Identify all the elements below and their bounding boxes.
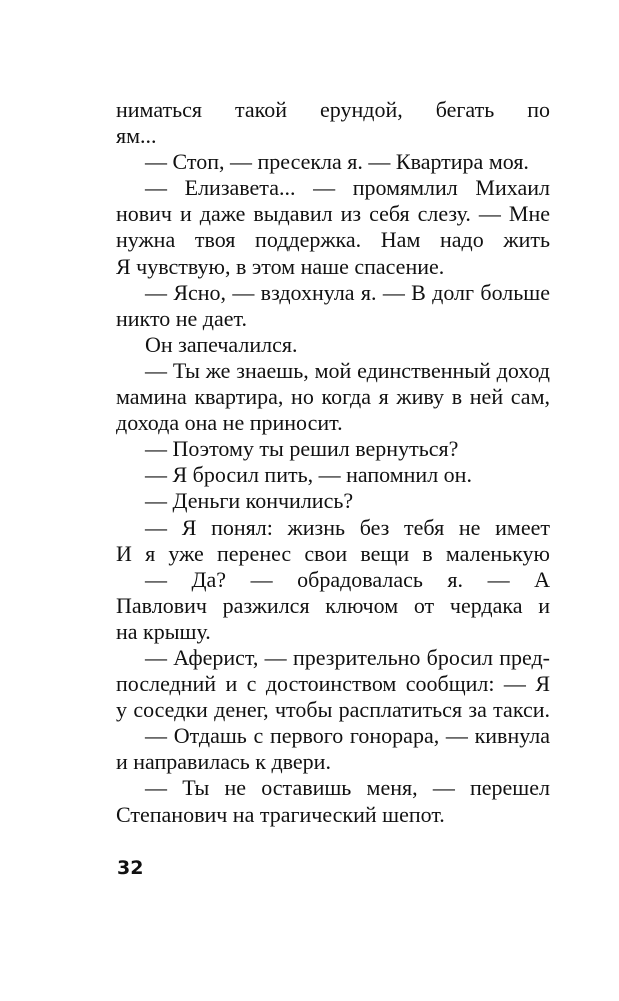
text-line: ниматься такой ерундой, бегать по [116, 97, 550, 122]
body-text [116, 97, 550, 828]
text-line: Он запечалился. [145, 331, 298, 357]
text-line: и направилась к двери. [116, 749, 331, 775]
text-line: ям... [116, 123, 157, 149]
text-line: — Деньги кончились? [145, 488, 354, 514]
text-line: Степанович на трагический шепот. [116, 801, 445, 827]
text-line: — Ясно, — вздохнула я. — В долг больше [145, 279, 550, 305]
text-line: мамина квартира, но когда я живу в ней сам, [116, 384, 550, 410]
text-line: у соседки денег, чтобы расплатиться за такси. [116, 697, 550, 723]
text-line: — Отдашь с первого гонорара, — кивнула [145, 723, 550, 749]
text-line: — Ты не оставишь меня, — перешел [145, 775, 550, 801]
text-line: — Да? — обрадовалась я. — А [145, 566, 550, 592]
text-line: никто не дает. [116, 305, 247, 331]
text-line: — Ты же знаешь, мой единственный доход [145, 357, 550, 383]
text-line: Я чувствую, в этом наше спасение. [116, 253, 445, 279]
text-line: Павлович разжился ключом от чердака и [116, 592, 550, 618]
text-line: нович и даже выдавил из себя слезу. — Мне [116, 201, 550, 227]
text-line: И я уже перенес свои вещи в маленькую [116, 540, 550, 566]
text-line: — Елизавета... — промямлил Михаил [145, 175, 550, 201]
text-line: — Я бросил пить, — напомнил он. [145, 462, 472, 488]
page-number: 32 [117, 857, 144, 879]
text-line: нужна твоя поддержка. Нам надо жить [116, 227, 550, 253]
text-line: — Поэтому ты решил вернуться? [145, 436, 459, 462]
text-line: — Я понял: жизнь без тебя не имеет [145, 514, 550, 540]
text-line: последний и с достоинством сообщил: — Я [116, 671, 550, 697]
text-line: на крышу. [116, 618, 211, 644]
text-line: — Аферист, — презрительно бросил пред- [145, 644, 550, 670]
text-line: дохода она не приносит. [116, 410, 343, 436]
text-line: — Стоп, — пресекла я. — Квартира моя. [145, 149, 529, 175]
